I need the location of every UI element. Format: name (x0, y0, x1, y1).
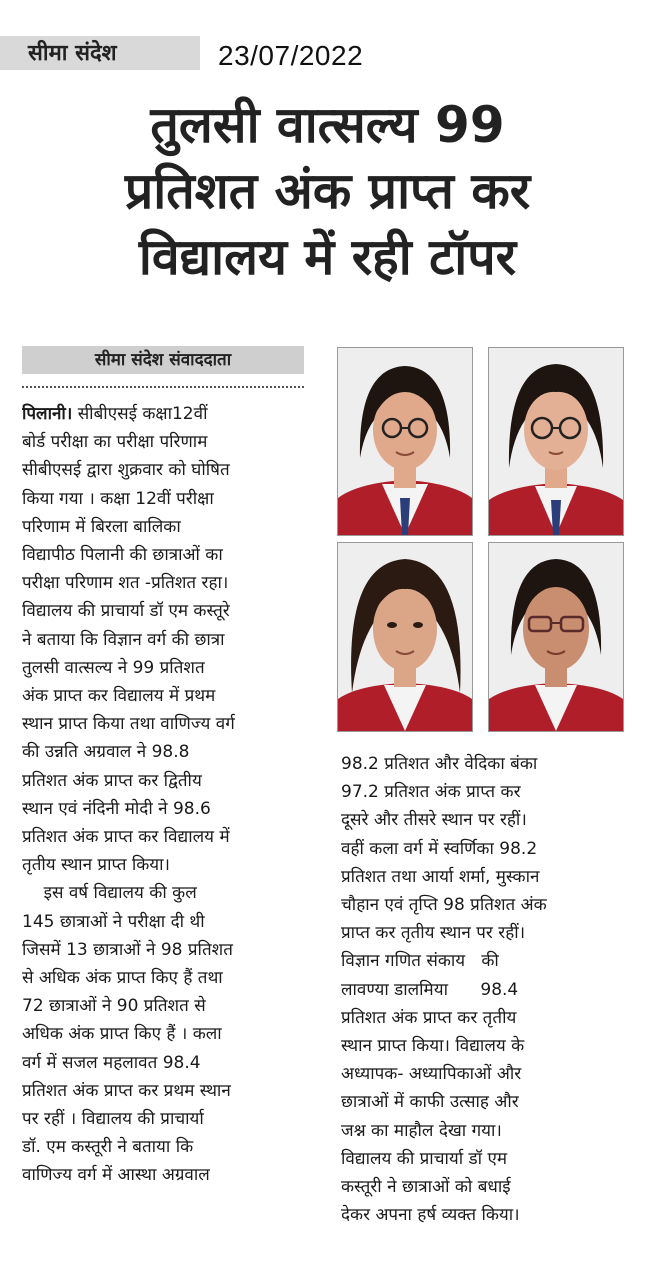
portrait-svg (338, 348, 472, 535)
article-line: इस वर्ष विद्यालय की कुल (22, 883, 197, 904)
article-line: विज्ञान गणित संकाय की (341, 951, 499, 972)
article-line: सीबीएसई द्वारा शुक्रवार को घोषित (22, 460, 230, 481)
article-line: वाणिज्य वर्ग में आस्था अग्रवाल (22, 1165, 210, 1186)
article-line: दूसरे और तीसरे स्थान पर रहीं। (341, 810, 527, 831)
article-line: चौहान एवं तृप्ति 98 प्रतिशत अंक (341, 895, 547, 916)
portrait-svg (489, 348, 623, 535)
article-line: किया गया । कक्षा 12वीं परीक्षा (22, 488, 214, 509)
article-line: प्रतिशत अंक प्राप्त कर द्वितीय (22, 770, 202, 791)
article-line: पर रहीं । विद्यालय की प्राचार्या (22, 1109, 204, 1130)
article-line: विद्यापीठ पिलानी की छात्राओं का (22, 545, 223, 566)
article-line: 72 छात्राओं ने 90 प्रतिशत से (22, 996, 206, 1017)
article-line: अधिक अंक प्राप्त किए हैं । कला (22, 1024, 222, 1045)
article-line: वर्ग में सजल महलावत 98.4 (22, 1052, 201, 1073)
article-line: छात्राओं में काफी उत्साह और (341, 1092, 519, 1113)
article-column-1 (22, 400, 312, 1190)
article-column-2 (341, 750, 631, 1229)
article-line: डॉ. एम कस्तूरी ने बताया कि (22, 1137, 194, 1158)
masthead: सीमा संदेश (0, 36, 200, 70)
article-line: अंक प्राप्त कर विद्यालय में प्रथम (22, 686, 216, 707)
article-line: प्राप्त कर तृतीय स्थान पर रहीं। (341, 923, 526, 944)
headline-line-3: विद्यालय में रही टॉपर (138, 228, 517, 286)
headline-line-1: तुलसी वात्सल्य 99 (150, 96, 505, 154)
article-line: जिसमें 13 छात्राओं ने 98 प्रतिशत (22, 939, 233, 960)
article-line: वहीं कला वर्ग में स्वर्णिका 98.2 (341, 838, 538, 859)
student-photo-2 (488, 347, 624, 536)
headline (20, 92, 635, 290)
line-text: सीबीएसई कक्षा12वीं (77, 404, 208, 424)
article-line: प्रतिशत अंक प्राप्त कर तृतीय (341, 1007, 517, 1028)
article-line: 145 छात्राओं ने परीक्षा दी थी (22, 911, 205, 932)
portrait-svg (338, 543, 472, 731)
article-line: स्थान प्राप्त किया। विद्यालय के (341, 1036, 525, 1057)
article-line: अध्यापक- अध्यापिकाओं और (341, 1064, 522, 1085)
article-line: बोर्ड परीक्षा का परीक्षा परिणाम (22, 432, 208, 453)
divider (22, 386, 304, 388)
headline-line-2: प्रतिशत अंक प्राप्त कर (124, 162, 531, 220)
article-line: 98.2 प्रतिशत और वेदिका बंका (341, 754, 538, 774)
article-line: की उन्नति अग्रवाल ने 98.8 (22, 742, 190, 763)
article-line: ने बताया कि विज्ञान वर्ग की छात्रा (22, 629, 225, 650)
article-line: तुलसी वात्सल्य ने 99 प्रतिशत (22, 657, 205, 678)
article-line: विद्यालय की प्राचार्या डॉ एम (341, 1148, 508, 1169)
article-line: प्रतिशत अंक प्राप्त कर प्रथम स्थान (22, 1080, 231, 1101)
article-line: देकर अपना हर्ष व्यक्त किया। (341, 1205, 520, 1226)
article-line: परिणाम में बिरला बालिका (22, 516, 181, 537)
byline: सीमा संदेश संवाददाता (22, 346, 304, 374)
article-line: परीक्षा परिणाम शत -प्रतिशत रहा। (22, 573, 229, 594)
portrait-svg (489, 543, 623, 731)
article-line: से अधिक अंक प्राप्त किए हैं तथा (22, 968, 223, 989)
student-photo-4 (488, 542, 624, 732)
article-line: प्रतिशत तथा आर्या शर्मा, मुस्कान (341, 866, 540, 887)
article-line: जश्न का माहौल देखा गया। (341, 1120, 502, 1141)
article-line: स्थान प्राप्त किया तथा वाणिज्य वर्ग (22, 714, 235, 735)
article-line: विद्यालय की प्राचार्या डॉ एम कस्तूरे (22, 601, 230, 622)
dateline: पिलानी। (22, 404, 73, 424)
student-photo-3 (337, 542, 473, 732)
student-photo-1 (337, 347, 473, 536)
article-line: तृतीय स्थान प्राप्त किया। (22, 855, 170, 876)
article-line (22, 400, 312, 428)
article-line: स्थान एवं नंदिनी मोदी ने 98.6 (22, 798, 211, 819)
article-line: कस्तूरी ने छात्राओं को बधाई (341, 1177, 511, 1198)
article-line: लावण्या डालमिया 98.4 (341, 979, 519, 1000)
publication-date: 23/07/2022 (218, 40, 364, 71)
article-line: प्रतिशत अंक प्राप्त कर विद्यालय में (22, 827, 230, 848)
article-line: 97.2 प्रतिशत अंक प्राप्त कर (341, 782, 521, 803)
